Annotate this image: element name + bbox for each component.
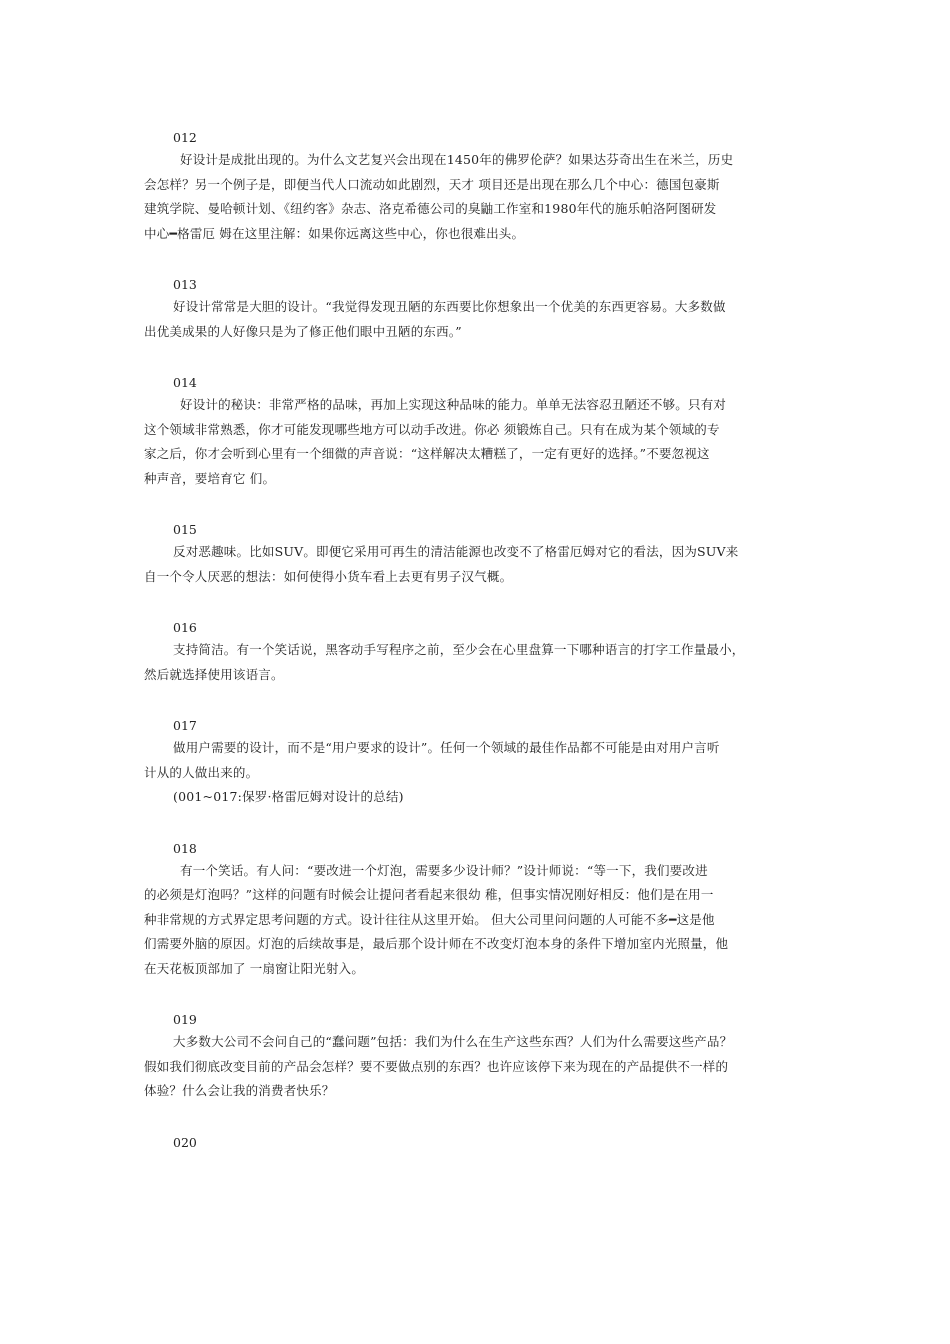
source-note: (001~017:保罗·格雷厄姆对设计的总结) <box>173 789 404 804</box>
entry-020 <box>144 1133 814 1153</box>
paragraph-line: 中心━格雷厄 姆在这里注解：如果你远离这些中心，你也很难出头。 <box>144 225 525 241</box>
paragraph-line: 好设计的秘诀：非常严格的品味，再加上实现这种品味的能力。单单无法容忍丑陋还不够。只有对 <box>180 397 727 412</box>
entry-019 <box>144 1010 814 1104</box>
paragraph-line: 有一个笑话。有人问：“要改进一个灯泡，需要多少设计师？”设计师说：“等一下，我们要改进 <box>180 862 708 878</box>
entry-016 <box>144 618 814 687</box>
entry-015 <box>144 520 814 589</box>
entry-number: 019 <box>173 1012 197 1027</box>
spacer <box>144 687 814 716</box>
spacer <box>144 589 814 618</box>
spacer <box>144 810 814 839</box>
paragraph-line: 做用户需要的设计，而不是“用户要求的设计”。任何一个领域的最佳作品都不可能是由对用户言听 <box>173 740 720 755</box>
paragraph-line: 会怎样？另一个例子是，即便当代人口流动如此剧烈，天才 项目还是出现在那么几个中心：德国包豪斯 <box>144 176 720 192</box>
entry-number: 017 <box>173 718 197 733</box>
entry-number: 020 <box>173 1134 197 1150</box>
paragraph-line: 大多数大公司不会问自己的“蠢问题”包括：我们为什么在生产这些东西？人们为什么需要这些产品？ <box>173 1034 733 1049</box>
entry-014 <box>144 373 814 491</box>
entry-number: 012 <box>173 130 197 145</box>
entry-number: 016 <box>173 620 197 635</box>
spacer <box>144 344 814 373</box>
paragraph-line: 计从的人做出来的。 <box>144 764 259 780</box>
paragraph-line: 家之后，你才会听到心里有一个细微的声音说：“这样解决太糟糕了，一定有更好的选择。”不要忽视这 <box>144 446 710 461</box>
entry-018 <box>144 839 814 982</box>
entry-017 <box>144 716 814 810</box>
paragraph-line: 建筑学院、曼哈顿计划、《纽约客》杂志、洛克希德公司的臭鼬工作室和1980年代的施乐帕洛阿图研发 <box>144 201 717 216</box>
paragraph-line: 假如我们彻底改变目前的产品会怎样？要不要做点别的东西？也许应该停下来为现在的产品提供不一样的 <box>144 1058 729 1074</box>
spacer <box>144 1104 814 1133</box>
entry-number: 015 <box>173 522 197 537</box>
paragraph-line: 好设计常常是大胆的设计。“我觉得发现丑陋的东西要比你想象出一个优美的东西更容易。大多数做 <box>173 299 726 314</box>
paragraph-line: 自一个令人厌恶的想法：如何使得小货车看上去更有男子汉气概。 <box>144 568 513 584</box>
paragraph-line: 好设计是成批出现的。为什么文艺复兴会出现在1450年的佛罗伦萨？如果达芬奇出生在米兰，历史 <box>180 152 734 167</box>
entry-number: 013 <box>173 277 197 292</box>
paragraph-line: 这个领域非常熟悉，你才可能发现哪些地方可以动手改进。你必 须锻炼自己。只有在成为某个领域的专 <box>144 421 720 437</box>
paragraph-line: 们需要外脑的原因。灯泡的后续故事是，最后那个设计师在不改变灯泡本身的条件下增加室内光照量，他 <box>144 936 729 951</box>
document-page <box>144 128 814 1153</box>
entry-012 <box>144 128 814 246</box>
paragraph-line: 体验？什么会让我的消费者快乐？ <box>144 1083 335 1098</box>
paragraph-line: 的必须是灯泡吗？”这样的问题有时候会让提问者看起来很幼 稚，但事实情况刚好相反：他们是在用一 <box>144 887 714 902</box>
paragraph-line: 出优美成果的人好像只是为了修正他们眼中丑陋的东西。” <box>144 323 462 339</box>
spacer <box>144 246 814 275</box>
paragraph-line: 种非常规的方式界定思考问题的方式。设计往往从这里开始。 但大公司里问问题的人可能不多━这是他 <box>144 911 715 927</box>
paragraph-line: 支持简洁。有一个笑话说，黑客动手写程序之前，至少会在心里盘算一下哪种语言的打字工作量最小， <box>173 642 745 657</box>
paragraph-line: 反对恶趣味。比如SUV。即便它采用可再生的清洁能源也改变不了格雷厄姆对它的看法，因为SUV来 <box>173 544 739 559</box>
spacer <box>144 981 814 1010</box>
spacer <box>144 491 814 520</box>
entry-number: 014 <box>173 375 197 390</box>
entry-013 <box>144 275 814 344</box>
paragraph-line: 在天花板顶部加了 一扇窗让阳光射入。 <box>144 960 365 976</box>
paragraph-line: 种声音，要培育它 们。 <box>144 470 276 486</box>
entry-number: 018 <box>173 840 197 856</box>
paragraph-line: 然后就选择使用该语言。 <box>144 666 284 682</box>
